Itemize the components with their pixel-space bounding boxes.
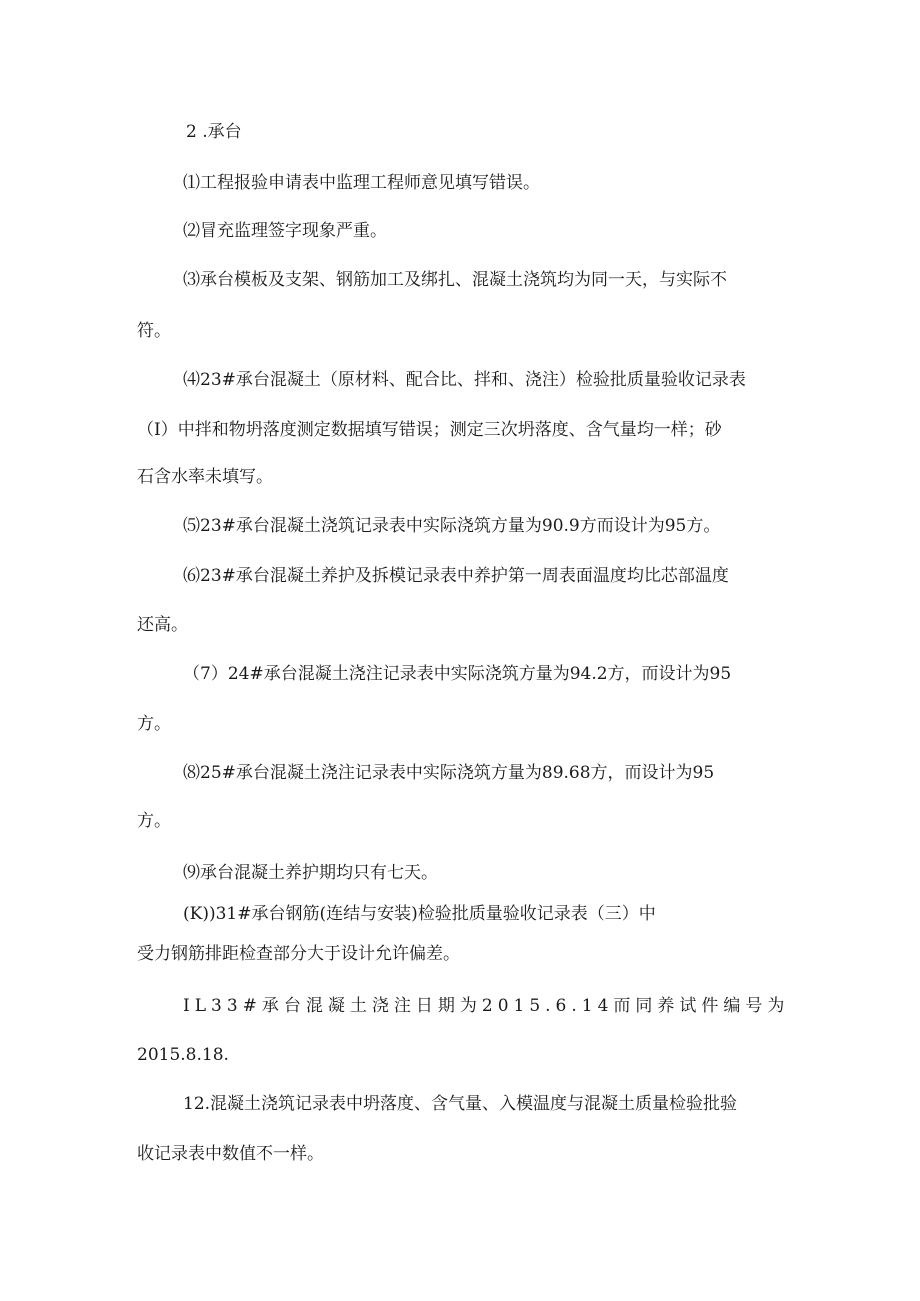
item-8-line-1: ⑻25#承台混凝土浇注记录表中实际浇筑方量为89.68方，而设计为95 — [183, 763, 715, 783]
item-11-line-1: IL33#承台混凝土浇注日期为2015.6.14而同养试件编号为 — [183, 996, 790, 1016]
item-4-line-2: （I）中拌和物坍落度测定数据填写错误；测定三次坍落度、含气量均一样；砂 — [137, 420, 722, 440]
item-8-line-2: 方。 — [137, 811, 171, 831]
item-9: ⑼承台混凝土养护期均只有七天。 — [183, 863, 438, 883]
item-10-line-1: (K))31#承台钢筋(连结与安装)检验批质量验收记录表（三）中 — [183, 904, 656, 924]
section-title: 2 .承台 — [186, 122, 242, 142]
item-10-line-2: 受力钢筋排距检查部分大于设计允许偏差。 — [137, 944, 460, 964]
item-4-line-3: 石含水率未填写。 — [137, 467, 273, 487]
item-4-line-1: ⑷23#承台混凝土（原材料、配合比、拌和、浇注）检验批质量验收记录表 — [183, 370, 746, 390]
item-11-line-2: 2015.8.18. — [137, 1045, 229, 1065]
item-6-line-2: 还高。 — [137, 615, 188, 635]
item-12-line-1: 12.混凝土浇筑记录表中坍落度、含气量、入模温度与混凝土质量检验批验 — [183, 1094, 738, 1114]
item-3-line-2: 符。 — [137, 321, 171, 341]
item-7-line-1: （7）24#承台混凝土浇注记录表中实际浇筑方量为94.2方，而设计为95 — [183, 664, 732, 684]
item-2: ⑵冒充监理签字现象严重。 — [183, 221, 387, 241]
item-12-line-2: 收记录表中数值不一样。 — [137, 1144, 324, 1164]
item-5: ⑸23#承台混凝土浇筑记录表中实际浇筑方量为90.9方而设计为95方。 — [183, 516, 721, 536]
item-6-line-1: ⑹23#承台混凝土养护及拆模记录表中养护第一周表面温度均比芯部温度 — [183, 566, 729, 586]
item-3-line-1: ⑶承台模板及支架、钢筋加工及绑扎、混凝土浇筑均为同一天，与实际不 — [183, 270, 727, 290]
item-1: ⑴工程报验申请表中监理工程师意见填写错误。 — [183, 173, 540, 193]
item-7-line-2: 方。 — [137, 714, 171, 734]
